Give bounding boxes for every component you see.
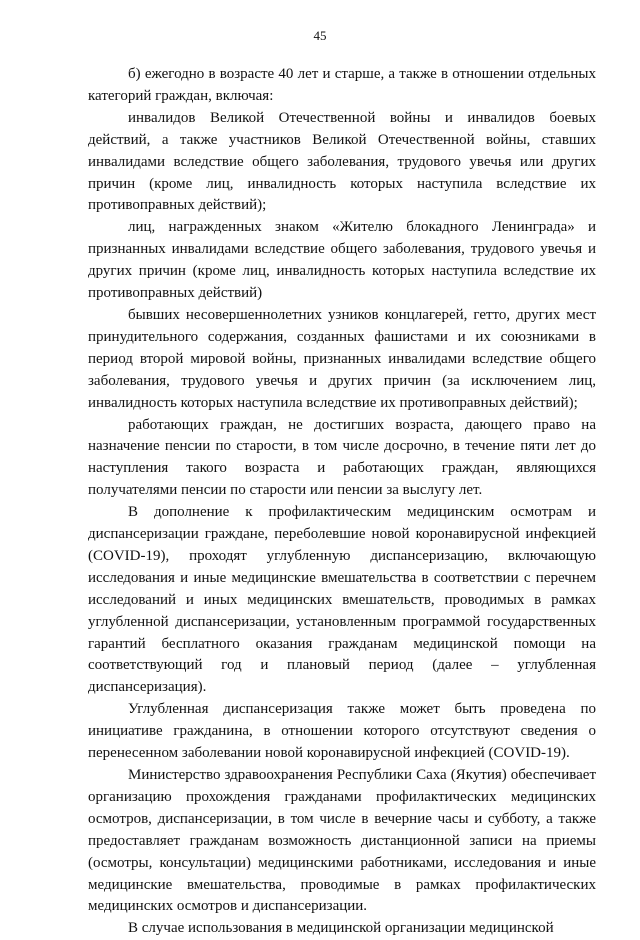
paragraph-in-depth-screening: В дополнение к профилактическим медицинским осмотрам и диспансеризации граждане, переболевшие новой коронавирусной инфекцией (COVID-19), проходят углубленную диспансеризацию, включающую исследования и иные медицинские вмешательства в соответствии с перечнем исследований и иных медицинских вмешательств, проводимых в рамках углубленной диспансеризации, установленным программой государственных гарантий бесплатного оказания гражданам медицинской помощи на соответствующий год и плановый период (далее – углубленная диспансеризация).: [88, 504, 596, 696]
paragraph-ministry-organization: Министерство здравоохранения Республики Саха (Якутия) обеспечивает организацию прохождения гражданами профилактических медицинских осмотров, диспансеризации, в том числе в вечерние часы и субботу, а также предоставляет гражданам возможность дистанционной записи на приемы (осмотры, консультации) медицинскими работниками, исследования и иные медицинские вмешательства, проводимые в рамках профилактических медицинских осмотров и диспансеризации.: [88, 767, 596, 915]
paragraph-leningrad-residents: лиц, награжденных знаком «Жителю блокадного Ленинграда» и признанных инвалидами вследствие общего заболевания, трудового увечья и других причин (кроме лиц, инвалидность которых наступила вследствие их противоправных действий): [88, 219, 596, 302]
page-number: 45: [313, 28, 327, 43]
paragraph-continued: В случае использования в медицинской организации медицинской: [128, 920, 554, 937]
paragraph-war-invalids: инвалидов Великой Отечественной войны и инвалидов боевых действий, а также участников Великой Отечественной войны, ставших инвалидами вследствие общего заболевания, трудового увечья или других причин (кроме лиц, инвалидность которых наступила вследствие их противоправных действий);: [88, 109, 596, 214]
paragraph-former-prisoners: бывших несовершеннолетних узников концлагерей, гетто, других мест принудительного содержания, созданных фашистами и их союзниками в период второй мировой войны, признанных инвалидами вследствие общего заболевания, трудового увечья и других причин (за исключением лиц, инвалидность которых наступила вследствие их противоправных действий);: [88, 306, 596, 411]
paragraph-working-citizens: работающих граждан, не достигших возраста, дающего право на назначение пенсии по старости, в том числе досрочно, в течение пяти лет до наступления такого возраста и работающих граждан, являющихся получателями пенсии по старости или пенсии за выслугу лет.: [88, 416, 596, 499]
paragraph-annual-exam: б) ежегодно в возрасте 40 лет и старше, а также в отношении отдельных категорий граждан, включая:: [88, 66, 596, 104]
paragraph-initiative-screening: Углубленная диспансеризация также может быть проведена по инициативе гражданина, в отношении которого отсутствуют сведения о перенесенном заболевании новой коронавирусной инфекцией (COVID-19).: [88, 701, 596, 762]
page-body: [88, 64, 596, 940]
